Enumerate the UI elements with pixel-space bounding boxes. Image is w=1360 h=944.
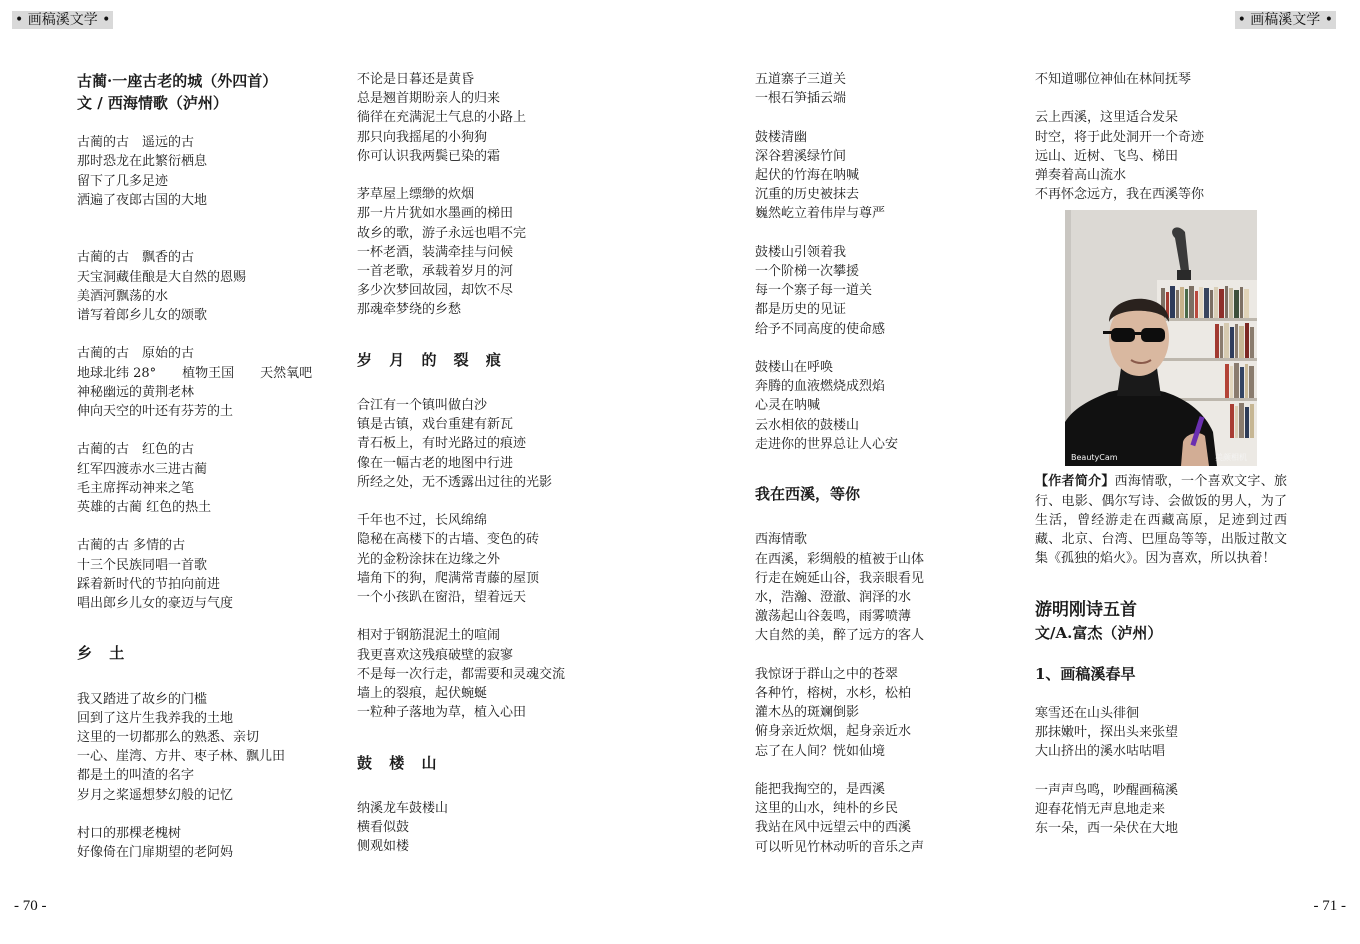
stanza [755, 530, 1005, 645]
verse-line: 一声声鸟鸣，吵醒画稿溪 [1035, 782, 1179, 798]
author-bio-text: 西海情歌，一个喜欢文字、旅行、电影、偶尔写诗、会做饭的男人，为了生活，曾经游走在西藏高原，足迹到过西藏、北京、台湾、巴厘岛等等，出版过散文集《孤独的焰火》。因为喜欢，所以执着！ [1035, 474, 1287, 567]
verse-line: 踩着新时代的节拍向前进 [77, 576, 221, 592]
verse-line: 走进你的世界总让人心安 [755, 436, 899, 452]
stanza [357, 70, 627, 166]
column-2 [357, 70, 627, 856]
photo-watermark-left: BeautyCam [1071, 453, 1118, 463]
verse-line: 各种竹，榕树，水杉，松柏 [755, 686, 912, 701]
verse-line: 那魂牵梦绕的乡愁 [357, 302, 462, 318]
verse-line: 每一个寨子每一道关 [755, 283, 873, 299]
stanza [1035, 781, 1290, 839]
verse-line: 一根石笋插云端 [755, 91, 847, 107]
stanza [77, 344, 337, 421]
verse-line: 伸向天空的叶还有芬芳的土 [77, 404, 234, 419]
verse-line: 水，浩瀚、澄澈、润泽的水 [755, 590, 912, 605]
verse-line: 英雄的古蔺 红色的热土 [77, 500, 212, 515]
running-header-right: • 画稿溪文学 • [1235, 11, 1336, 29]
stanza [357, 799, 627, 857]
verse-line: 光的金粉涂抹在边缘之外 [357, 551, 501, 567]
poem-title: 乡 土 [77, 644, 131, 663]
verse-line: 横看似鼓 [357, 820, 410, 835]
verse-line: 徜徉在充满泥土气息的小路上 [357, 110, 527, 126]
stanza [1035, 704, 1290, 762]
verse-line: 好像倚在门扉期望的老阿妈 [77, 845, 234, 861]
verse-line: 云水相依的鼓楼山 [755, 417, 860, 433]
verse-line: 墙上的裂痕，起伏蜿蜒 [357, 686, 488, 702]
verse-line: 地球北纬 28° 植物王国 天然氧吧 [77, 365, 313, 381]
verse-line: 在西溪，彩绸般的植被于山体 [755, 551, 925, 567]
verse-line: 弹奏着高山流水 [1035, 168, 1127, 183]
column-3 [755, 70, 1005, 857]
stanza [1035, 108, 1290, 204]
verse-line: 我站在风中远望云中的西溪 [755, 820, 912, 836]
author-bio [1035, 472, 1287, 568]
verse-line: 那抹嫩叶，探出头来张望 [1035, 725, 1179, 741]
poem-title: 古蔺·一座古老的城（外四首） [77, 72, 278, 90]
verse-line: 镇是古镇，戏台重建有新瓦 [357, 417, 514, 433]
verse-line: 一个阶梯一次攀援 [755, 264, 860, 279]
verse-line: 可以听见竹林动听的音乐之声 [755, 839, 925, 855]
stanza [77, 133, 337, 210]
verse-line: 不论是日暮还是黄昏 [357, 72, 475, 87]
verse-line: 多少次梦回故园，却饮不尽 [357, 283, 514, 299]
verse-line: 那一片片犹如水墨画的梯田 [357, 206, 514, 222]
stanza [77, 690, 337, 805]
verse-line: 都是土的叫渣的名字 [77, 768, 195, 784]
verse-line: 鼓楼山引领着我 [755, 244, 847, 260]
poem-title: 我在西溪，等你 [755, 485, 861, 504]
poem-title: 岁 月 的 裂 痕 [357, 350, 507, 369]
verse-line: 那只向我摇尾的小狗狗 [357, 129, 488, 145]
author-portrait-image [1065, 210, 1257, 466]
verse-line: 心灵在呐喊 [755, 398, 821, 414]
verse-line: 古蔺的古 多情的古 [77, 538, 186, 554]
verse-line: 远山、近树、飞鸟、梯田 [1035, 148, 1179, 164]
verse-line: 一心、崖湾、方井、枣子林、飘儿田 [77, 749, 286, 765]
verse-line: 不知道哪位神仙在林间抚琴 [1035, 72, 1192, 87]
verse-line: 古蔺的古 红色的古 [77, 442, 195, 458]
verse-line: 不再怀念远方，我在西溪等你 [1035, 187, 1205, 203]
verse-line: 千年也不过，长风绵绵 [357, 513, 488, 529]
verse-line: 云上西溪，这里适合发呆 [1035, 110, 1179, 126]
verse-line: 我更喜欢这残痕破壁的寂寥 [357, 647, 514, 663]
stanza [357, 626, 627, 722]
verse-line: 大自然的美，醉了远方的客人 [755, 628, 925, 644]
verse-line: 墙角下的狗，爬满常青藤的屋顶 [357, 570, 540, 586]
verse-line: 能把我掏空的，是西溪 [755, 782, 886, 797]
verse-line: 所经之处，无不透露出过往的光影 [357, 474, 553, 490]
verse-line: 总是翘首期盼亲人的归来 [357, 91, 501, 107]
verse-line: 青石板上，有时光路过的痕迹 [357, 436, 527, 452]
column-4 [1035, 70, 1290, 838]
verse-line: 你可认识我两鬓已染的霜 [357, 148, 501, 164]
verse-line: 十三个民族同唱一首歌 [77, 557, 208, 573]
stanza [357, 396, 627, 492]
verse-line: 谱写着郎乡儿女的颂歌 [77, 308, 208, 323]
verse-line: 古蔺的古 遥远的古 [77, 135, 195, 151]
page-number-right: - 71 - [1313, 898, 1346, 914]
photo-watermark-right: 美颜相机 [1215, 453, 1247, 463]
section-byline: 文/A.富杰（泸州） [1035, 623, 1163, 642]
verse-line: 洒遍了夜郎古国的大地 [77, 192, 208, 208]
verse-line: 红军四渡赤水三进古蔺 [77, 461, 208, 477]
verse-line: 合江有一个镇叫做白沙 [357, 398, 488, 413]
verse-line: 村口的那棵老槐树 [77, 825, 182, 841]
verse-line: 一首老歌，承载着岁月的河 [357, 264, 514, 280]
stanza [77, 536, 337, 613]
verse-line: 留下了几多足迹 [77, 173, 169, 189]
verse-line: 一粒种子落地为草，植入心田 [357, 705, 527, 721]
stanza [755, 243, 1005, 339]
running-header-left: • 画稿溪文学 • [12, 11, 113, 29]
stanza [755, 128, 1005, 224]
verse-line: 鼓楼清幽 [755, 129, 808, 145]
verse-line: 回到了这片生我养我的土地 [77, 710, 234, 726]
verse-line: 唱出郎乡儿女的豪迈与气度 [77, 596, 234, 611]
poem-byline: 文 / 西海情歌（泸州） [77, 94, 228, 112]
stanza [357, 185, 627, 319]
verse-line: 一个小孩趴在窗沿，望着远天 [357, 590, 527, 606]
verse-line: 不是每一次行走，都需要和灵魂交流 [357, 666, 566, 682]
stanza [357, 511, 627, 607]
verse-line: 相对于钢筋混泥土的喧闹 [357, 628, 501, 644]
stanza [755, 358, 1005, 454]
poem-subtitle: 1、画稿溪春早 [1035, 664, 1136, 683]
verse-line: 深谷碧溪绿竹间 [755, 148, 847, 164]
column-1 [77, 70, 337, 862]
verse-line: 神秘幽远的黄荆老林 [77, 384, 195, 400]
verse-line: 这里的一切都那么的熟悉、亲切 [77, 729, 260, 745]
verse-line: 忘了在人间？恍如仙境 [755, 743, 886, 759]
verse-line: 沉重的历史被抹去 [755, 187, 860, 203]
verse-line: 迎春花悄无声息地走来 [1035, 801, 1166, 817]
verse-line: 毛主席挥动神来之笔 [77, 480, 195, 496]
verse-line: 奔腾的血液燃烧成烈焰 [755, 379, 886, 395]
verse-line: 古蔺的古 飘香的古 [77, 250, 195, 266]
stanza [1035, 70, 1290, 89]
stanza [77, 248, 337, 325]
section-title: 游明刚诗五首 [1035, 599, 1137, 620]
verse-line: 天宝洞藏佳酿是大自然的恩赐 [77, 269, 247, 285]
verse-line: 五道寨子三道关 [755, 72, 847, 87]
verse-line: 西海情歌 [755, 532, 808, 548]
verse-line: 这里的山水，纯朴的乡民 [755, 801, 899, 817]
verse-line: 行走在婉延山谷，我亲眼看见 [755, 570, 925, 586]
verse-line: 巍然屹立着伟岸与尊严 [755, 206, 886, 222]
verse-line: 那时恐龙在此繁衍栖息 [77, 154, 208, 170]
stanza [77, 440, 337, 517]
verse-line: 我又踏进了故乡的门槛 [77, 691, 208, 707]
verse-line: 故乡的歌，游子永远也唱不完 [357, 225, 527, 241]
verse-line: 茅草屋上缥缈的炊烟 [357, 187, 475, 203]
stanza [755, 665, 1005, 761]
stanza [77, 824, 337, 862]
verse-line: 我惊讶于群山之中的苍翠 [755, 666, 899, 682]
verse-line: 灌木丛的斑斓倒影 [755, 705, 860, 721]
verse-line: 给予不同高度的使命感 [755, 321, 886, 337]
verse-line: 纳溪龙车鼓楼山 [357, 800, 449, 816]
verse-line: 像在一幅古老的地图中行进 [357, 455, 514, 471]
verse-line: 古蔺的古 原始的古 [77, 346, 195, 362]
verse-line: 大山挤出的溪水咕咕唱 [1035, 744, 1166, 760]
verse-line: 侧观如楼 [357, 839, 410, 855]
verse-line: 时空，将于此处洞开一个奇迹 [1035, 129, 1205, 145]
author-bio-label: 【作者简介】 [1035, 474, 1115, 490]
verse-line: 岁月之桨遥想梦幻般的记忆 [77, 787, 234, 803]
stanza [755, 780, 1005, 857]
verse-line: 都是历史的见证 [755, 302, 847, 318]
verse-line: 俯身亲近炊烟，起身亲近水 [755, 724, 912, 740]
verse-line: 起伏的竹海在呐喊 [755, 168, 860, 183]
verse-line: 东一朵，西一朵伏在大地 [1035, 821, 1179, 837]
verse-line: 一杯老酒，装满牵挂与问候 [357, 244, 514, 260]
verse-line: 寒雪还在山头徘徊 [1035, 705, 1140, 721]
verse-line: 激荡起山谷轰鸣，雨雾喷薄 [755, 609, 912, 625]
verse-line: 鼓楼山在呼唤 [755, 360, 834, 375]
page-number-left: - 70 - [14, 898, 47, 914]
verse-line: 美酒河飘荡的水 [77, 288, 169, 304]
author-photo [1065, 210, 1257, 466]
stanza [755, 70, 1005, 108]
poem-title: 鼓 楼 山 [357, 753, 443, 772]
verse-line: 隐秘在高楼下的古墙、变色的砖 [357, 532, 540, 548]
